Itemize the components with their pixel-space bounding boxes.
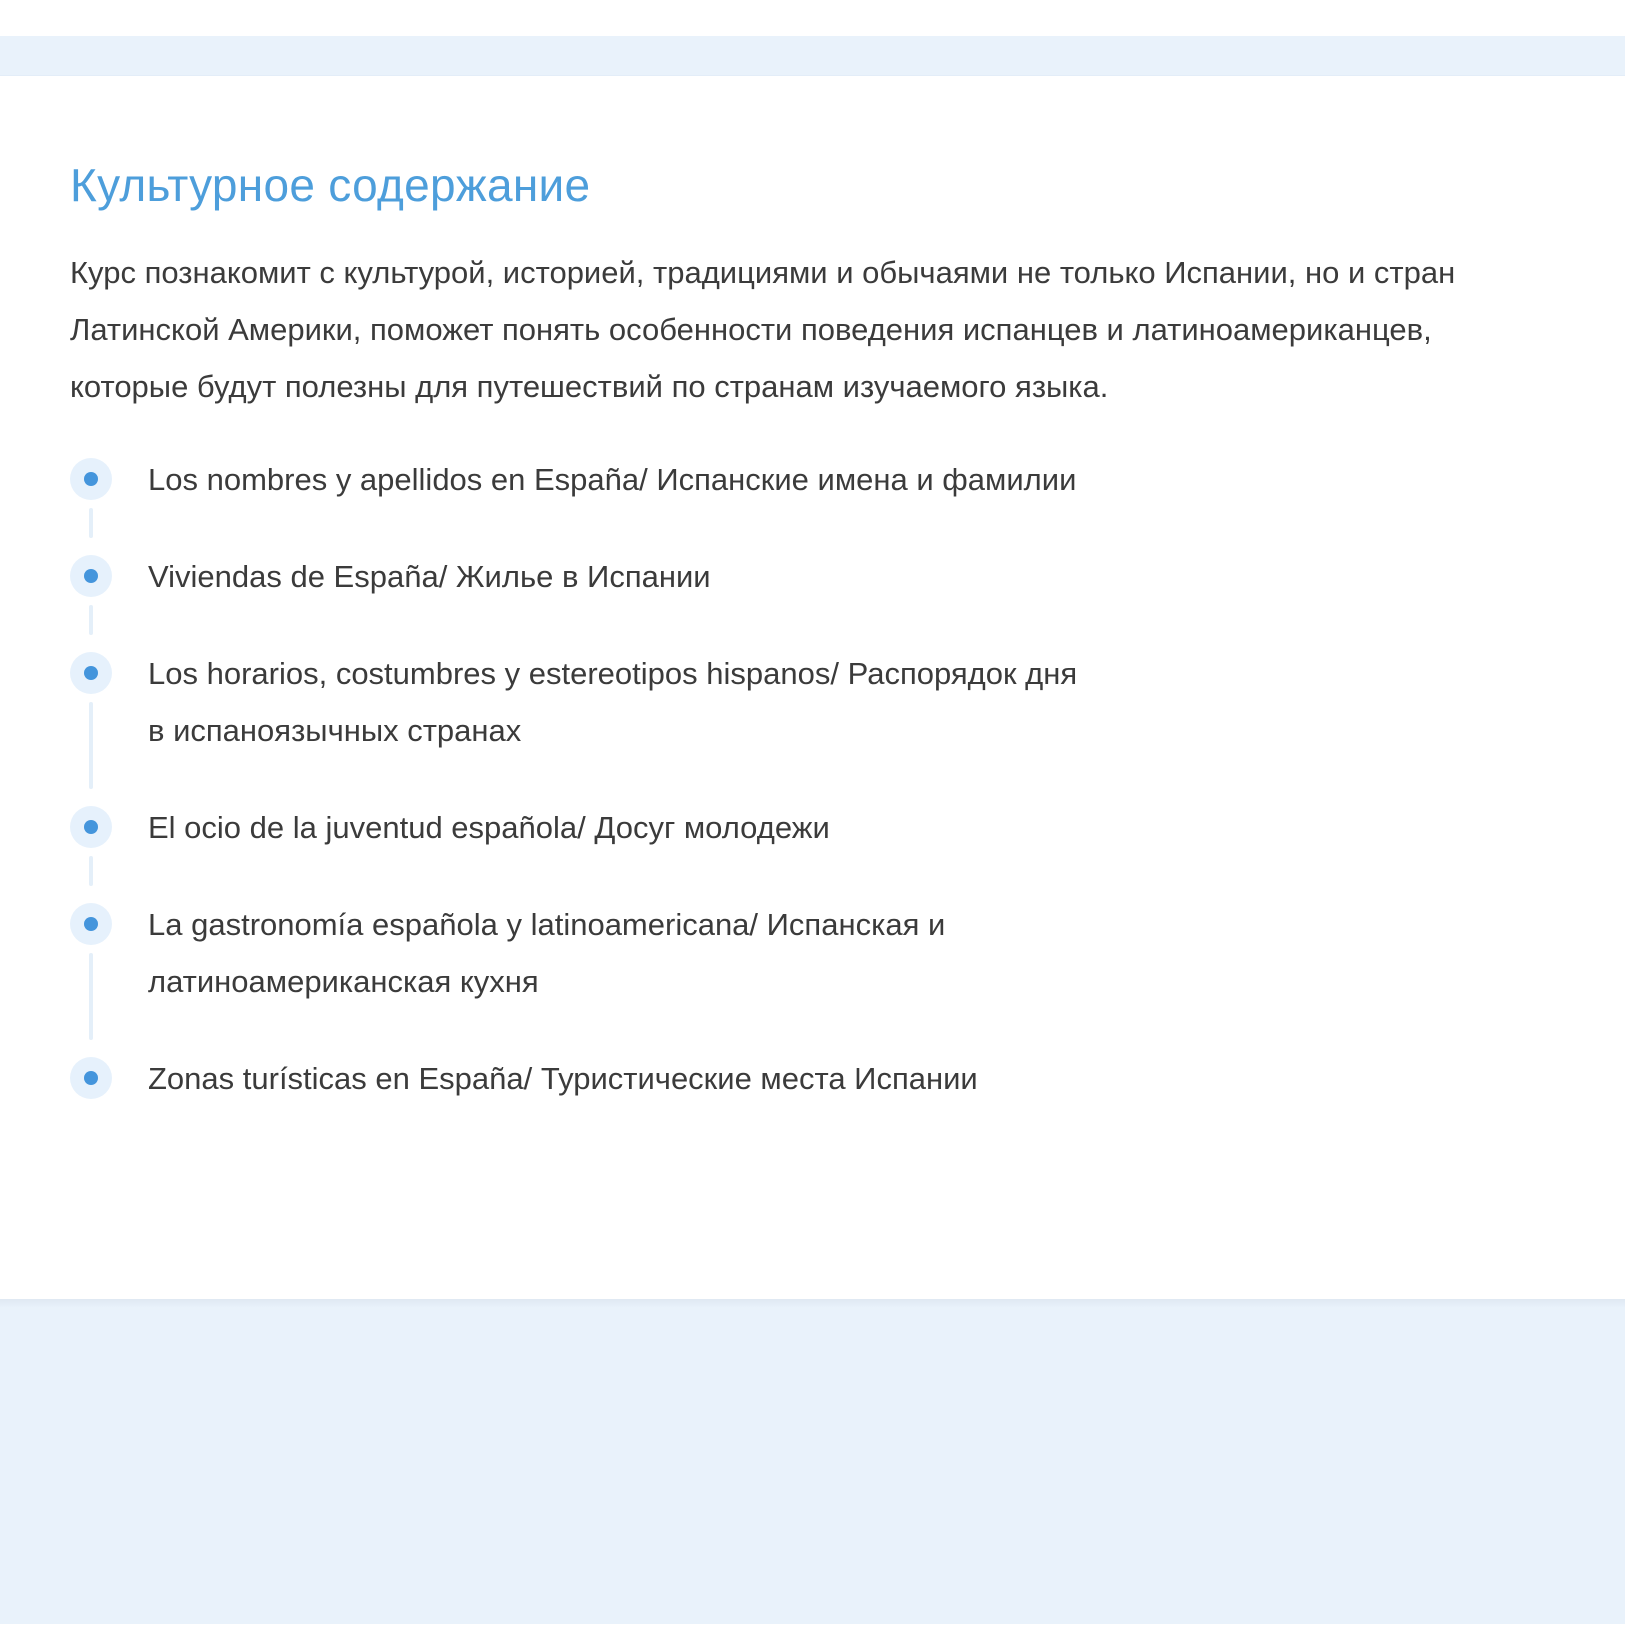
topic-line: Los nombres y apellidos en España/ Испанские имена и фамилии	[148, 462, 1077, 497]
bullet-icon	[70, 1057, 112, 1099]
list-item	[70, 799, 1450, 896]
topic-line: в испаноязычных странах	[148, 713, 522, 748]
list-item	[70, 451, 1450, 548]
top-white-margin	[0, 0, 1625, 36]
bullet-icon	[70, 458, 112, 500]
topic-line: Zonas turísticas en España/ Туристические места Испании	[148, 1061, 978, 1096]
bullet-icon	[70, 555, 112, 597]
topic-line: латиноамериканская кухня	[148, 964, 539, 999]
topic-line: La gastronomía española y latinoamericana/ Испанская и	[148, 907, 946, 942]
bullet-icon	[70, 903, 112, 945]
topic-line: Los horarios, costumbres y estereotipos hispanos/ Распорядок дня	[148, 656, 1078, 691]
list-item	[70, 1050, 1450, 1107]
list-item	[70, 645, 1450, 799]
bullet-icon	[70, 806, 112, 848]
list-item	[70, 896, 1450, 1050]
topics-list	[70, 451, 1555, 1107]
top-strip	[0, 36, 1625, 76]
bullet-icon	[70, 652, 112, 694]
intro-paragraph: Курс познакомит с культурой, историей, традициями и обычаями не только Испании, но и стран Латинской Америки, поможет понять особенности поведения испанцев и латиноамериканцев, которые будут полезны для путешествий по странам изучаемого языка.	[70, 255, 1456, 404]
course-section	[0, 76, 1625, 1299]
topic-line: Viviendas de España/ Жилье в Испании	[148, 559, 711, 594]
page-title: Культурное содержание	[70, 159, 591, 211]
list-item	[70, 548, 1450, 645]
topic-line: El ocio de la juventud española/ Досуг молодежи	[148, 810, 830, 845]
footer-strip	[0, 1299, 1625, 1624]
